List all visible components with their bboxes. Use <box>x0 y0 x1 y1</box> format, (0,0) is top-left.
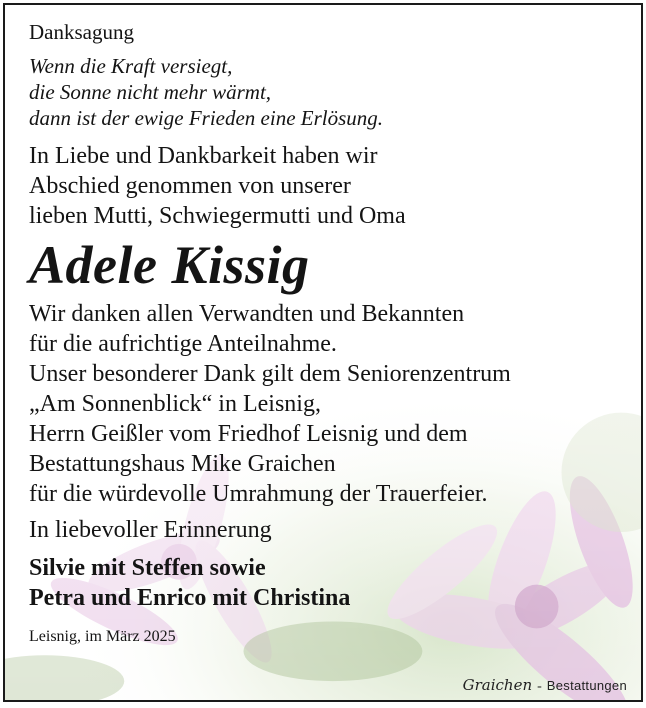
thanks-line: Bestattungshaus Mike Graichen <box>29 451 336 477</box>
thanks-line: für die würdevolle Umrahmung der Trauerfeier. <box>29 481 488 507</box>
notice-heading: Danksagung <box>29 20 134 44</box>
poem <box>29 53 621 131</box>
poem-line: dann ist der ewige Frieden eine Erlösung. <box>29 106 384 130</box>
thanks-text <box>29 299 621 509</box>
obituary-card <box>3 3 643 702</box>
notice-content <box>29 19 621 647</box>
thanks-line: für die aufrichtige Anteilnahme. <box>29 331 337 357</box>
thanks-line: Wir danken allen Verwandten und Bekannten <box>29 301 465 327</box>
deceased-name: Adele Kissig <box>29 235 310 295</box>
brand-text: Bestattungen <box>546 678 627 693</box>
intro-text <box>29 141 621 231</box>
thanks-line: Unser besonderer Dank gilt dem Seniorenzentrum <box>29 361 511 387</box>
signer-line: Petra und Enrico mit Christina <box>29 585 351 611</box>
signer-line: Silvie mit Steffen sowie <box>29 555 266 581</box>
funeral-home-brand <box>463 676 627 695</box>
place-date: Leisnig, im März 2025 <box>29 628 176 645</box>
brand-logo: Graichen <box>462 676 533 694</box>
brand-separator: - <box>537 679 542 694</box>
thanks-line: „Am Sonnenblick“ in Leisnig, <box>29 391 321 417</box>
poem-line: Wenn die Kraft versiegt, <box>29 54 233 78</box>
closing-phrase: In liebevoller Erinnerung <box>29 517 272 543</box>
poem-line: die Sonne nicht mehr wärmt, <box>29 80 272 104</box>
intro-line: In Liebe und Dankbarkeit haben wir <box>29 143 378 169</box>
intro-line: lieben Mutti, Schwiegermutti und Oma <box>29 203 406 229</box>
signers <box>29 553 621 613</box>
thanks-line: Herrn Geißler vom Friedhof Leisnig und dem <box>29 421 468 447</box>
intro-line: Abschied genommen von unserer <box>29 173 351 199</box>
